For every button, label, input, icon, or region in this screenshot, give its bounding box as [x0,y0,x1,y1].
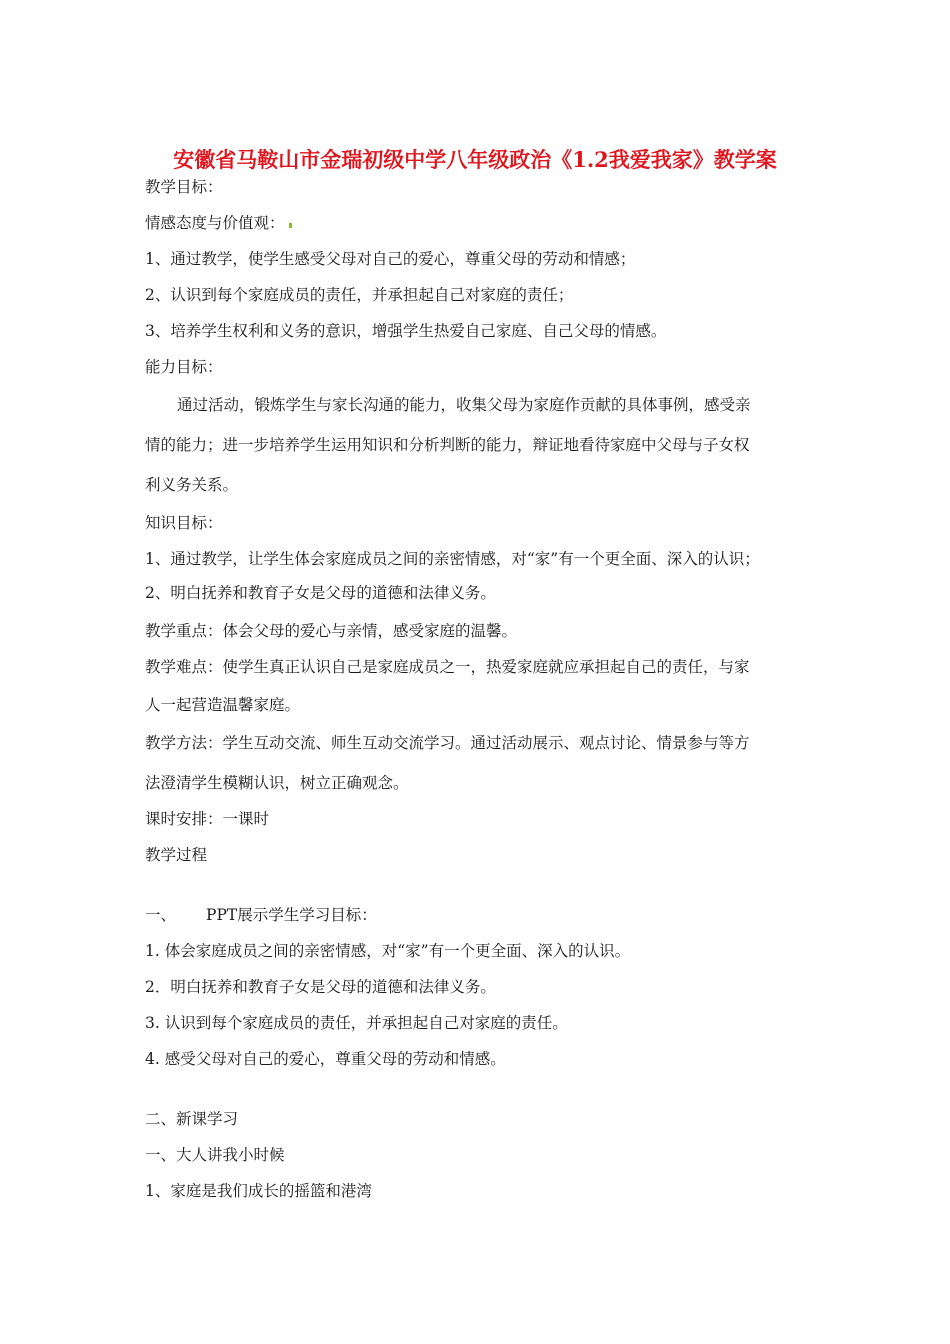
section-one-label: PPT展示学生学习目标： [206,906,377,924]
learning-goal-1: 1. 体会家庭成员之间的亲密情感，对“家”有一个更全面、深入的认识。 [145,942,631,960]
ability-paragraph-line-3: 利义务关系。 [145,476,239,494]
document-title: 安徽省马鞍山市金瑞初级中学八年级政治《1.2我爱我家》教学案 [173,147,777,172]
section-two-heading: 二、新课学习 [145,1110,239,1128]
emotion-goal-3: 3、培养学生权利和义务的意识，增强学生热爱自己家庭、自己父母的情感。 [145,322,667,340]
knowledge-goal-1: 1、通过教学，让学生体会家庭成员之间的亲密情感，对“家”有一个更全面、深入的认识； [145,550,760,568]
emotion-goal-2: 2、认识到每个家庭成员的责任，并承担起自己对家庭的责任； [145,286,574,304]
ability-paragraph-line-2: 情的能力；进一步培养学生运用知识和分析判断的能力，辩证地看待家庭中父母与子女权 [145,436,750,454]
ability-paragraph-line-1: 通过活动，锻炼学生与家长沟通的能力，收集父母为家庭作贡献的具体事例，感受亲 [177,396,751,414]
teaching-method-line-2: 法澄清学生模糊认识，树立正确观念。 [145,774,409,792]
green-dot-mark [289,223,292,228]
subsection-one-heading: 一、大人讲我小时候 [145,1146,285,1164]
learning-goal-2: 2．明白抚养和教育子女是父母的道德和法律义务。 [145,978,496,996]
class-schedule: 课时安排：一课时 [145,810,270,828]
teaching-difficulty-line-2: 人一起营造温馨家庭。 [145,696,301,714]
heading-teaching-process: 教学过程 [145,846,208,864]
teaching-key-points: 教学重点：体会父母的爱心与亲情，感受家庭的温馨。 [145,622,518,640]
heading-teaching-goals: 教学目标： [145,178,223,196]
heading-ability-goals: 能力目标： [145,358,223,376]
learning-goal-3: 3. 认识到每个家庭成员的责任，并承担起自己对家庭的责任。 [145,1014,568,1032]
section-one-number: 一、 [145,906,177,924]
heading-knowledge-goals: 知识目标： [145,514,223,532]
heading-emotion-goals-text: 情感态度与价值观： [145,214,285,232]
heading-emotion-goals [145,212,292,234]
emotion-goal-1: 1、通过教学，使学生感受父母对自己的爱心，尊重父母的劳动和情感； [145,250,636,268]
point-one: 1、家庭是我们成长的摇篮和港湾 [145,1182,372,1200]
section-one-heading [145,904,377,926]
teaching-difficulty-line-1: 教学难点：使学生真正认识自己是家庭成员之一，热爱家庭就应承担起自己的责任，与家 [145,658,750,676]
knowledge-goal-2: 2、明白抚养和教育子女是父母的道德和法律义务。 [145,584,496,602]
teaching-method-line-1: 教学方法：学生互动交流、师生互动交流学习。通过活动展示、观点讨论、情景参与等方 [145,734,750,752]
learning-goal-4: 4. 感受父母对自己的爱心，尊重父母的劳动和情感。 [145,1050,506,1068]
